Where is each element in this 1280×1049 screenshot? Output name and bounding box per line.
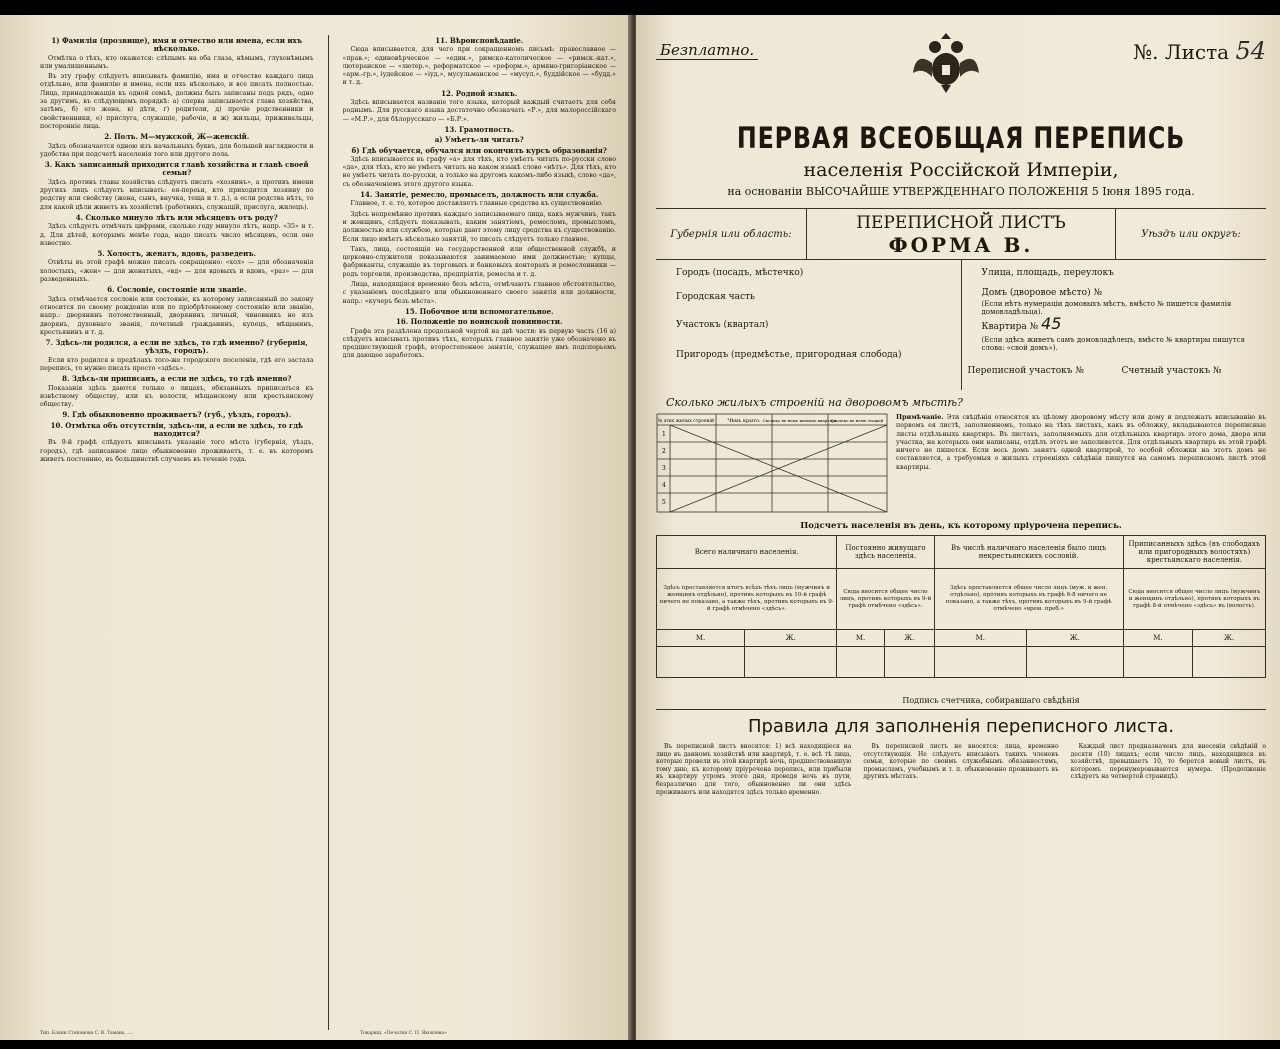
census-district-label: Переписной участокъ №	[967, 366, 1084, 376]
rules-title: Правила для заполненія переписного листа.	[747, 716, 1175, 737]
paragraph: Отмѣтка о тѣхъ, кто окажется: слѣпымъ на оба глаза, нѣмымъ, глухонѣмымъ или умалишеннымъ.	[40, 54, 314, 70]
column-divider	[328, 35, 329, 1030]
female-label: Ж.	[745, 630, 837, 647]
count-header-4: Приписанныхъ здѣсь (въ слободахъ или пригородныхъ волостяхъ) крестьянскаго населенія.	[1123, 536, 1265, 569]
section-heading: 3. Какъ записанный приходится главѣ хозяйства и главѣ своей семьи?	[44, 160, 309, 178]
count-cell	[1026, 647, 1123, 678]
male-label: М.	[657, 630, 745, 647]
count-desc-3: Здѣсь проставляется общее число лицъ (муж. и жен. отдѣльно), противъ которыхъ въ графѣ 6-8 ничего не показано, а также тѣхъ, противъ которыхъ въ 9-й графѣ отмѣчено «врем. преб.»	[934, 569, 1123, 630]
male-label: М.	[1123, 630, 1192, 647]
document-title: ПЕРВАЯ ВСЕОБЩАЯ ПЕРЕПИСЬ	[736, 121, 1186, 155]
left-column-2	[343, 35, 617, 1030]
rules-column-3	[1071, 743, 1266, 798]
paragraph: Графа эта раздѣлена продольной чертой на двѣ части: въ первую часть (16 а) слѣдуетъ вписывать противъ тѣхъ, которыхъ главное занятіе уже обозначено въ предшествующей графѣ, второстепенное занятіе, служащее имъ подспорьемъ для дающее заработокъ.	[342, 327, 616, 360]
count-desc-2: Сюда вносится общее число лицъ, противъ которыхъ въ 9-й графѣ отмѣчено «здѣсь».	[837, 569, 934, 630]
male-label: М.	[837, 630, 885, 647]
sheet-number-label: №. Листа	[1133, 40, 1230, 64]
note-label: Примѣчаніе.	[896, 413, 944, 421]
rules-columns	[656, 743, 1266, 798]
suburb-label: Пригородъ (предмѣстье, пригородная слобода)	[676, 350, 902, 360]
section-heading: 14. Занятіе, ремесло, промыселъ, должность или служба.	[360, 190, 599, 200]
paragraph: Здѣсь противъ главы хозяйства слѣдуетъ писать «хозяинъ», а противъ имени другихъ лицъ слѣдуетъ вписывать: ея-переьи, кто приходится хозяину по родству или свойству (жена, сынъ, внучка, теща и т. д.), а если родства нѣтъ, то для какой цѣли живетъ въ хозяйствѣ (работникъ, служащій, прислуга, жилецъ).	[40, 178, 314, 211]
sheet-number-field	[1133, 37, 1266, 65]
count-desc-4: Сюда вносится общее число лицъ (мужчинъ и женщинъ отдѣльно), противъ которыхъ въ графѣ 8-й отмѣчено «здѣсь» въ (волость).	[1123, 569, 1265, 630]
hab-header-1: № этих жилых строеній	[658, 419, 714, 424]
count-cell	[657, 647, 745, 678]
printer-footer-left: Тип. Бланк Степанова С. В. Тамань, ....	[40, 1031, 133, 1036]
section-heading: а) Умѣетъ-ли читать?	[434, 135, 524, 145]
paragraph: Въ эту графу слѣдуетъ вписывать фамилію, имя и отчество каждаго лица отдѣльно, или фамилію и имена, если ихъ нѣсколько, и все писать полностью. Лица, принадлежащія къ одной семьѣ, должны быть записаны подъ рядъ, одно за другимъ, въ слѣдующемъ порядкѣ: а) сперва записывается глава хозяйства, затѣмъ, б) его жена, в) дѣти, г) родители, д) прочіе родственники и свойственники, е) прислуга, служащіе, рабочіе, и ж) жильцы, приживальцы, посторонніе лица.	[40, 73, 314, 130]
district-label: Участокъ (квартал)	[676, 320, 769, 330]
paragraph: Здѣсь непремѣнно противъ каждаго записываемаго лица, какъ мужчинъ, такъ и женщинъ, слѣдуетъ показывать, каким занятіемъ, ремесломъ, промысломъ, должностью или службою, которые дают этому лицу средства къ существованію. Если лицо имѣетъ нѣсколько занятій, то писать слѣдуетъ только главное.	[342, 210, 616, 243]
section-heading: 6. Сословіе, состояніе или званіе.	[107, 285, 247, 295]
section-heading: 12. Родной языкъ.	[441, 88, 518, 98]
section-heading: 4. Сколько минуло лѣтъ или мѣсяцевъ отъ роду?	[75, 212, 278, 222]
address-right	[962, 260, 1267, 390]
apartment-label: Квартира №	[981, 322, 1039, 332]
right-page	[636, 15, 1280, 1040]
hab-row-5: 5	[662, 499, 666, 506]
count-header-3: Въ числѣ наличнаго населенія было лицъ некрестьянскихъ сословій.	[934, 536, 1123, 569]
count-header-2: Постоянно живущаго здѣсь населенія.	[837, 536, 934, 569]
hab-row-1: 1	[662, 431, 666, 438]
female-label: Ж.	[884, 630, 934, 647]
note-text: Эти свѣдѣнія относятся къ цѣлому дворовому мѣсту или дому и подлежатъ вписыванію въ первомъ ея листѣ, заполненномъ, только на тѣхъ листахъ, какъ въ обложку, вкладываются переписные листы отдѣльныхъ квартиръ. Въ листахъ, заполняемыхъ для отдѣльныхъ квартиръ этого дома, двора или участка, на которыхъ они написаны, отдѣлъ этотъ не заполняется. Для отдѣльныхъ квартиръ въ этой графѣ ничего не пишется. Если весь домъ занятъ одной квартирой, то особой обложки на этотъ домъ не составляется, а требуемыя о жилыхъ строеніяхъ свѣдѣнія пишутся на самомъ переписномъ листѣ этой квартиры.	[896, 413, 1266, 471]
divider	[656, 709, 1266, 710]
form-header-row	[656, 209, 1266, 260]
section-heading: б) Гдѣ обучается, обучался или окончилъ курсъ образованія?	[351, 145, 607, 155]
count-header-1: Всего наличнаго населенія.	[657, 536, 837, 569]
count-cell	[745, 647, 837, 678]
paragraph: Здѣсь отмѣчается сословіе или состояніе, къ которому записанный по закону относится по своему рожденію или по пріобрѣтенному состоянію или званію, напр.: дворянинъ потомственный, дворянинъ личный, чиновникъ не изъ дворянъ, духовнаго званія, почетный гражданинъ, купецъ, мѣщанинъ, крестьянинъ и т. д.	[40, 295, 314, 336]
rule-paragraph: Каждый лист предназначенъ для внесенія свѣдѣній о десяти (10) лицахъ; если число лицъ, находящихся въ хозяйствѣ, превышаетъ 10, то берется новый листъ, въ которомъ перенумеровываются нумера. (Продолженіе слѣдуетъ на четвертой страницѣ).	[1070, 743, 1266, 781]
section-heading: 11. Вѣроисповѣданіе.	[435, 36, 524, 45]
hab-row-2: 2	[662, 448, 666, 455]
paragraph: Здѣсь вписывается названіе того языка, который каждый считаетъ для себя роднымъ. Для русскаго языка достаточно обозначать «Р.», для малороссійскаго — «М.Р.», для бѣлорусскаго — «Б.Р.».	[342, 99, 616, 123]
count-cell	[837, 647, 885, 678]
habitations-note	[896, 413, 1266, 513]
section-heading: 5. Холостъ, женатъ, вдовъ, разведенъ.	[97, 249, 257, 259]
count-cell	[1193, 647, 1266, 678]
left-page	[0, 15, 632, 1040]
paragraph: Лица, находящіяся временно безъ мѣста, отмѣчаютъ главное обстоятельство, с указаніемъ послѣдняго или обыкновеннаго своего занятія или должности, напр.: «кучеръ безъ мѣста».	[342, 281, 616, 305]
hab-header-3: Сколько въ немъ жилыхъ квартиръ	[762, 418, 838, 423]
city-part-label: Городская часть	[676, 292, 755, 302]
sheet-form-label: ФОРМА В.	[888, 233, 1034, 257]
signature-label: Подпись счетчика, собиравшаго свѣдѣнія	[902, 696, 1080, 705]
printer-footer-right: Товарищ. «Печатня С. П. Яковлева»	[360, 1031, 447, 1036]
rule-paragraph: Въ переписной листъ не вносятся: лица, временно отсутствующія. Не слѣдуетъ вписывать такихъ членовъ семьи, которые по своимъ служебнымъ обязанностямъ, промысламъ, учебнымъ и т. п. обыкновенно проживаютъ въ другихъ мѣстахъ.	[863, 743, 1059, 781]
section-heading: 13. Грамотность.	[444, 124, 515, 134]
apartment-value: 45	[1041, 314, 1062, 333]
population-count-title: Подсчетъ населенія въ день, къ которому пріурочена перепись.	[800, 521, 1122, 531]
uezd-label: Уѣздъ или округъ:	[1141, 228, 1241, 240]
male-label: М.	[934, 630, 1026, 647]
apartment-field	[982, 314, 1062, 333]
section-heading: 9. Гдѣ обыкновенно проживаетъ? (губ., уѣздъ, городъ).	[62, 410, 292, 420]
house-note: (Если нѣтъ нумераціи домовыхъ мѣстъ, вмѣсто № пишется фамилія домовладѣльца).	[981, 300, 1232, 316]
address-block	[656, 260, 1266, 390]
legal-basis: на основаніи ВЫСОЧАЙШЕ УТВЕРЖДЕННАГО ПОЛОЖЕНІЯ 5 Іюня 1895 года.	[727, 185, 1195, 198]
left-column-1	[40, 35, 314, 1030]
city-label: Городъ (посадъ, мѣстечко)	[676, 268, 804, 278]
house-label: Домъ (дворовое мѣсто) №	[981, 288, 1102, 298]
counting-district-label: Счетный участокъ №	[1121, 366, 1222, 376]
paragraph: Отвѣты въ этой графѣ можно писать сокращенно: «хол» — для обозначенія холостыхъ, «жен» — для женатыхъ, «вд» — для вдовыхъ и вдовъ, «раз» — для разведенныхъ.	[40, 259, 314, 284]
hab-header-2: Чѣмъ крыто.	[727, 418, 761, 424]
rule-paragraph: Въ переписной листъ вносятся: 1) всѣ находящіеся на лицо въ данномъ хозяйствѣ или квартирѣ, т. е. всѣ тѣ лица, которые провели въ этой квартирѣ ночь, предшествовавшую тому дню, къ которому пріурочена перепись, или прибыли въ квартиру утромъ этого дня, проведя ночь въ пути, безразлично для того, обыкновенно ли они здѣсь проживаютъ или находятся здѣсь только временно.	[656, 743, 852, 796]
female-label: Ж.	[1026, 630, 1123, 647]
paragraph: Если кто родился в предѣлахъ того-же городского поселенія, гдѣ его застала перепись, то нужно писать просто «здѣсь».	[40, 356, 314, 372]
hab-row-4: 4	[662, 482, 666, 489]
hab-header-4: Сколько въ немъ этажей	[830, 418, 884, 423]
section-heading: 1) Фамилія (прозвище), имя и отчество или имена, если ихъ нѣсколько.	[51, 36, 303, 54]
rules-column-1	[656, 743, 851, 798]
habitations-table	[656, 413, 888, 513]
count-cell	[1123, 647, 1192, 678]
double-headed-eagle-emblem	[911, 33, 981, 93]
document-subtitle: населенія Россійской Имперіи,	[803, 159, 1119, 181]
section-heading: 8. Здѣсь-ли приписанъ, а если не здѣсь, то гдѣ именно?	[62, 374, 292, 384]
paragraph: Показанія здѣсь даются только о лицахъ, обязанныхъ приписаться къ извѣстному обществу, или къ волости, мѣщанскому или крестьянскому обществу.	[40, 384, 314, 409]
paragraph: Здѣсь слѣдуетъ отмѣчать цифрами, сколько году минуло лѣтъ, напр. «35» и т. д. Для дѣтей, которымъ менѣе года, надо писать число мѣсяцевъ, если оно известно.	[40, 223, 314, 247]
section-heading: 7. Здѣсь-ли родился, а если не здѣсь, то гдѣ именно? (губернія, уѣздъ, городъ).	[45, 338, 308, 356]
sheet-number-value: 54	[1235, 37, 1266, 65]
apartment-note: (Если здѣсь живетъ самъ домовладѣлецъ, вмѣсто № квартиры пишутся слова: «свой домъ»).	[981, 336, 1245, 352]
rules-column-2	[863, 743, 1058, 798]
street-label: Улица, площадь, переулокъ	[981, 268, 1114, 278]
sheet-type-box	[806, 209, 1116, 259]
address-left	[656, 260, 962, 390]
paragraph: Здѣсь обозначается одною изъ начальныхъ буквъ, для большей наглядности и удобства при подсчетѣ населенія того или другого пола.	[40, 142, 314, 158]
paragraph: Такъ, лица, состоящія на государственной или общественной службѣ, и церковно-служители показываются занимаемою ими должностью; купцы, фабриканты, служащіе въ торговыхъ и банковыхъ конторахъ и ремесленники — родъ торговли, производства, предпріятія, ремесла и т. д.	[342, 245, 616, 278]
female-label: Ж.	[1193, 630, 1266, 647]
open-book	[0, 15, 1280, 1040]
section-heading: 15. Побочное или вспомогательное.	[405, 306, 554, 316]
count-cell	[934, 647, 1026, 678]
paragraph: Сюда вписывается, для чего при сокращенномъ письмѣ: православное — «прав.»; единовѣрческое — «един.», римско-католическое — «римск.-кат.», лютеранское — «лютер.», реформатское — «реформ.», армяно-григоріанское — «арм.-гр.», іудейское — «іуд.», мусульманское — «мусул.», буддійское — «будд.» и т. д.	[342, 46, 616, 87]
count-desc-1: Здѣсь проставляется итогъ всѣхъ тѣхъ лицъ (мужчинъ и женщинъ отдѣльно), противъ которыхъ въ 10-й графѣ ничего не показано, а также тѣхъ, противъ которыхъ въ 9-й графѣ отмѣчено «здѣсь».	[657, 569, 837, 630]
section-heading: 2. Полъ. М—мужской, Ж—женскій.	[104, 132, 250, 142]
habitations-section	[656, 413, 1266, 513]
free-label: Безплатно.	[656, 41, 758, 60]
section-heading: 16. Положеніе по воинской повинности.	[396, 317, 563, 327]
sheet-type-title: ПЕРЕПИСНОЙ ЛИСТЪ	[856, 213, 1066, 233]
population-count-table	[656, 535, 1266, 678]
guberniya-label: Губернія или область:	[670, 228, 792, 240]
section-heading: 10. Отмѣтка объ отсутствіи, здѣсь-ли, а если не здѣсь, то гдѣ находится?	[50, 420, 303, 439]
hab-row-3: 3	[662, 465, 666, 472]
habitations-question: Сколько жилыхъ строеній на дворовомъ мѣстѣ?	[666, 396, 963, 409]
paragraph: Главное, т. е. то, которое доставляетъ главные средства къ существованію.	[350, 200, 604, 208]
paragraph: Въ 9-й графѣ слѣдуетъ вписывать указаніе того мѣста (губернія, уѣздъ, городъ), гдѣ записанное лицо обыкновенно проживаетъ, т. е. въ которомъ живетъ постоянно, въ большинствѣ случаевъ въ теченіе года.	[40, 439, 314, 463]
count-cell	[884, 647, 934, 678]
paragraph: Здѣсь вписывается въ графу «а» для тѣхъ, кто умѣетъ читать по-русски слово «да», для тѣхъ, кто не умѣетъ читать на каком языкѣ слово «нѣтъ». Для тѣхъ, кто не умѣетъ читать по-русски, а только на другомъ какомъ-либо языкѣ, слово «да», съ обозначеніемъ этого другого языка.	[342, 155, 616, 188]
